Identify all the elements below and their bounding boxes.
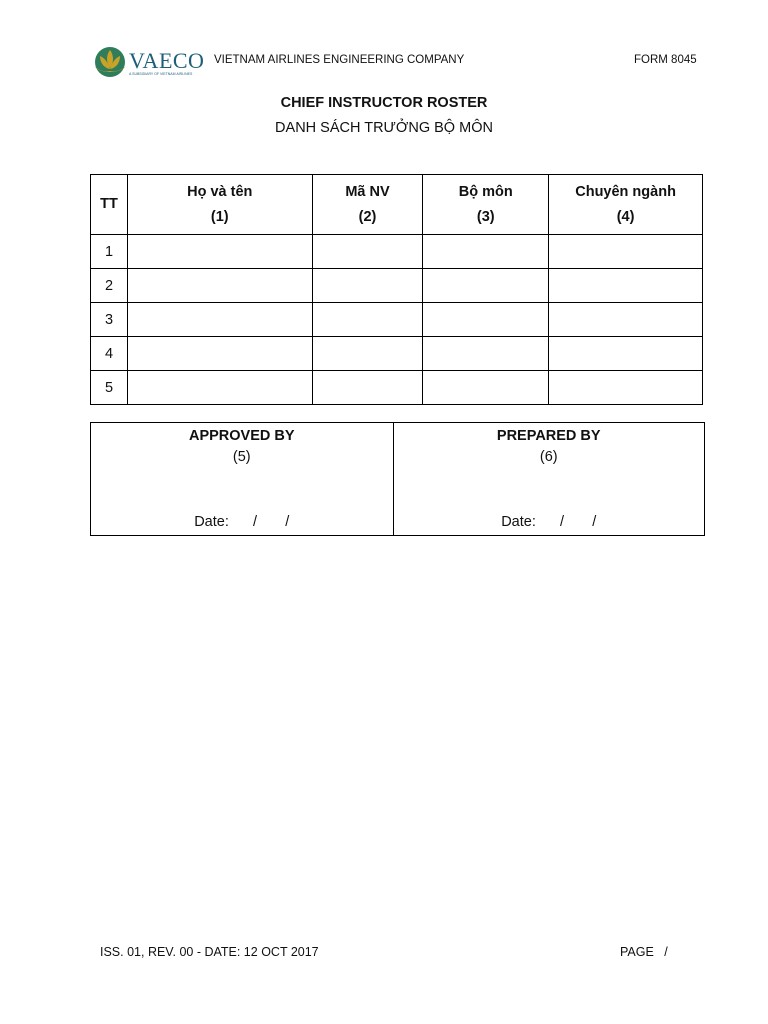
specialty-cell[interactable]	[549, 269, 703, 303]
row-number: 1	[91, 235, 128, 269]
employee-id-cell[interactable]	[312, 303, 423, 337]
roster-table	[90, 174, 703, 405]
approved-by-box[interactable]	[91, 423, 394, 536]
column-header-full-name: Họ và tên (1)	[127, 175, 312, 235]
table-row	[91, 235, 703, 269]
employee-id-cell[interactable]	[312, 269, 423, 303]
specialty-cell[interactable]	[549, 235, 703, 269]
company-name: VIETNAM AIRLINES ENGINEERING COMPANY	[214, 54, 465, 66]
specialty-cell[interactable]	[549, 371, 703, 405]
roster-header-row	[91, 175, 703, 235]
prepared-by-box[interactable]	[393, 423, 705, 536]
logo-wordmark: VAECO	[129, 48, 205, 73]
department-cell[interactable]	[423, 337, 549, 371]
full-name-cell[interactable]	[127, 269, 312, 303]
employee-id-cell[interactable]	[312, 337, 423, 371]
column-header-employee-id: Mã NV (2)	[312, 175, 423, 235]
approved-by-label: APPROVED BY	[188, 428, 295, 444]
column-header-department: Bộ môn (3)	[423, 175, 549, 235]
table-row	[91, 269, 703, 303]
full-name-cell[interactable]	[127, 303, 312, 337]
full-name-cell[interactable]	[127, 337, 312, 371]
prepared-by-ref: (6)	[539, 449, 558, 465]
column-header-tt: TT	[91, 175, 128, 235]
employee-id-cell[interactable]	[312, 235, 423, 269]
approved-by-ref: (5)	[232, 449, 251, 465]
document-title-vietnamese: DANH SÁCH TRƯỞNG BỘ MÔN	[275, 120, 493, 136]
specialty-cell[interactable]	[549, 303, 703, 337]
vaeco-logo	[93, 44, 205, 80]
issue-revision-date: ISS. 01, REV. 00 - DATE: 12 OCT 2017	[100, 945, 319, 959]
department-cell[interactable]	[423, 303, 549, 337]
row-number: 3	[91, 303, 128, 337]
prepared-by-label: PREPARED BY	[496, 428, 601, 444]
column-header-specialty: Chuyên ngành (4)	[549, 175, 703, 235]
full-name-cell[interactable]	[127, 235, 312, 269]
page-number: PAGE /	[620, 945, 668, 959]
department-cell[interactable]	[423, 235, 549, 269]
lotus-emblem-icon	[93, 44, 127, 80]
specialty-cell[interactable]	[549, 337, 703, 371]
logo-tagline: A SUBSIDIARY OF VIETNAM AIRLINES	[129, 72, 193, 76]
signature-table	[90, 422, 705, 536]
table-row	[91, 303, 703, 337]
row-number: 2	[91, 269, 128, 303]
form-number: FORM 8045	[634, 54, 697, 66]
table-row	[91, 337, 703, 371]
document-title: CHIEF INSTRUCTOR ROSTER	[280, 95, 488, 111]
table-row	[91, 371, 703, 405]
full-name-cell[interactable]	[127, 371, 312, 405]
prepared-date-field[interactable]: Date: / /	[501, 514, 597, 530]
department-cell[interactable]	[423, 371, 549, 405]
row-number: 4	[91, 337, 128, 371]
department-cell[interactable]	[423, 269, 549, 303]
approved-date-field[interactable]: Date: / /	[194, 514, 290, 530]
row-number: 5	[91, 371, 128, 405]
employee-id-cell[interactable]	[312, 371, 423, 405]
